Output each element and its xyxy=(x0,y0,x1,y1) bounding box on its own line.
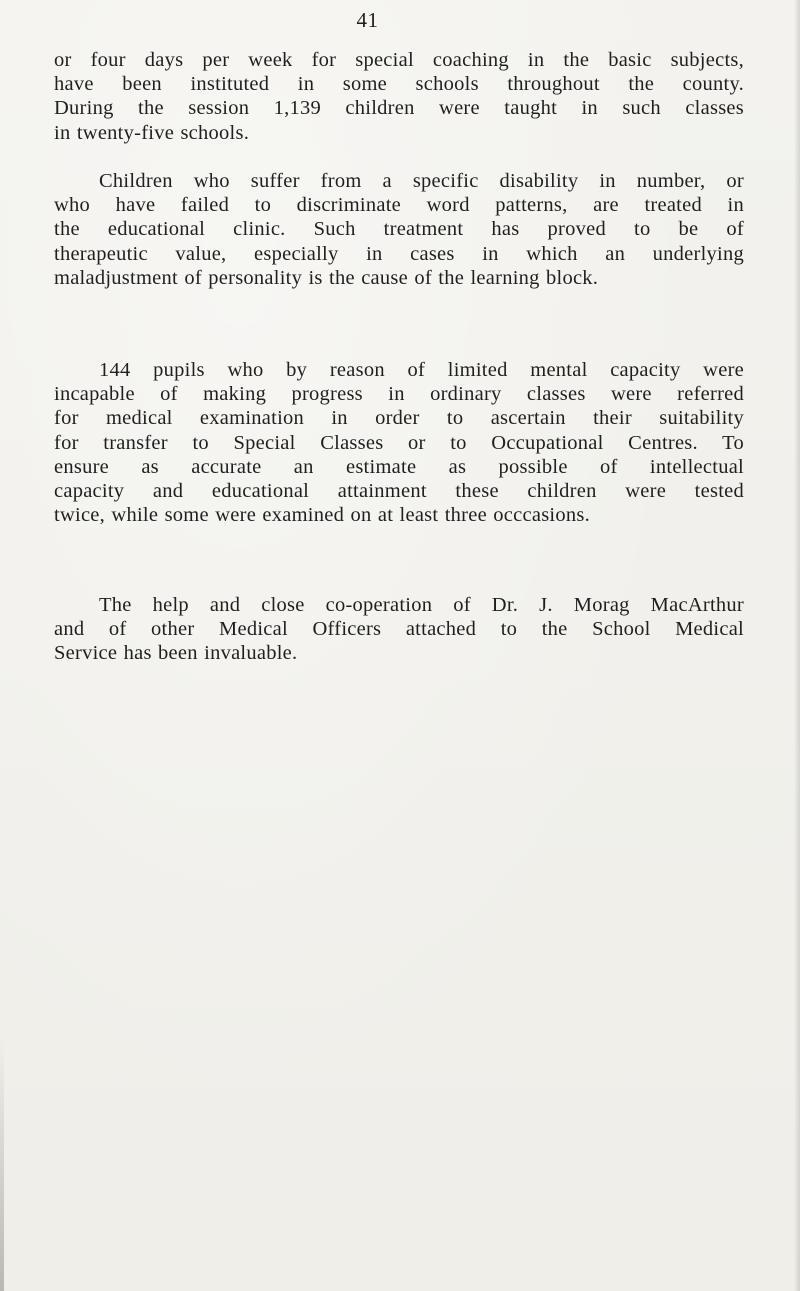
page-number: 41 xyxy=(356,8,379,32)
text-line: ensure as accurate an estimate as possible of intellectual xyxy=(54,455,744,478)
paragraph-acknowledgement xyxy=(54,593,744,690)
text-line: for medical examination in order to ascertain their suitability xyxy=(54,407,744,430)
page-edge-bleed xyxy=(0,1040,4,1291)
text-line: Service has been invaluable. xyxy=(54,642,298,665)
text-line: the educational clinic. Such treatment has proved to be of xyxy=(54,218,744,241)
text-line: therapeutic value, especially in cases in which an underlying xyxy=(54,242,744,265)
text-line: incapable of making progress in ordinary classes were referred xyxy=(54,383,744,406)
text-line: capacity and educational attainment these children were tested xyxy=(54,480,744,503)
text-line: or four days per week for special coaching in the basic subjects, xyxy=(54,49,744,71)
text-line: Children who suffer from a specific disability in number, or xyxy=(99,170,744,192)
text-line: have been instituted in some schools throughout the county. xyxy=(54,73,744,96)
text-line: for transfer to Special Classes or to Occupational Centres. To xyxy=(54,431,744,454)
text-line: and of other Medical Officers attached to the School Medical xyxy=(54,618,744,641)
text-line: The help and close co-operation of Dr. J. Morag MacArthur xyxy=(99,594,744,616)
text-line: in twenty-five schools. xyxy=(54,121,250,144)
page-edge-shadow xyxy=(794,0,800,1291)
text-line: who have failed to discriminate word patterns, are treated in xyxy=(54,194,744,217)
text-line: maladjustment of personality is the cause of the learning block. xyxy=(54,266,599,289)
text-line: During the session 1,139 children were taught in such classes xyxy=(54,97,744,120)
text-line: 144 pupils who by reason of limited mental capacity were xyxy=(99,359,744,381)
text-line: twice, while some were examined on at least three occcasions. xyxy=(54,504,590,527)
paragraph-coaching xyxy=(54,48,744,169)
paragraph-pupils xyxy=(54,358,744,551)
paragraph-clinic xyxy=(54,169,744,314)
